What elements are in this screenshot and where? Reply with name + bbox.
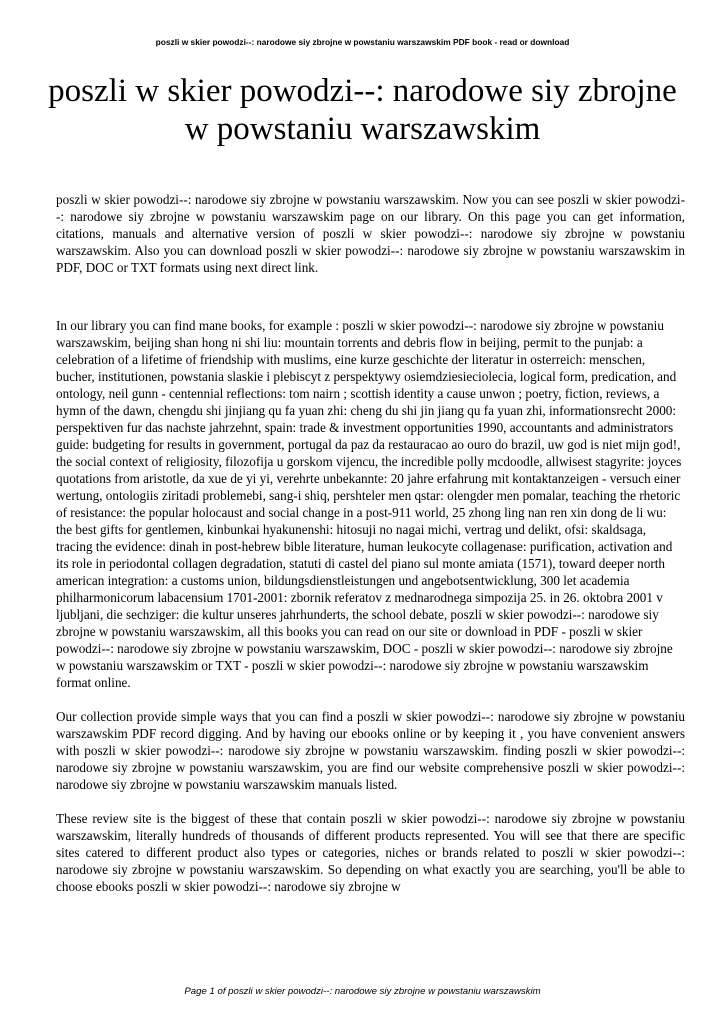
document-body xyxy=(56,191,685,895)
review-site-paragraph: These review site is the biggest of these that contain poszli w skier powodzi--: narodowe siy zbrojne w powstaniu warszawskim, literally hundreds of thousands of different products represented. You will see that there are specific sites catered to different product also types or categories, niches or brands related to poszli w skier powodzi--: narodowe siy zbrojne w powstaniu warszawskim. So depending on what exactly you are searching, you'll be able to choose ebooks poszli w skier powodzi--: narodowe siy zbrojne w xyxy=(56,811,685,894)
intro-paragraph: poszli w skier powodzi--: narodowe siy zbrojne w powstaniu warszawskim. Now you can see poszli w skier powodzi--: narodowe siy zbrojne w powstaniu warszawskim page on our library. On this page you can get information, citations, manuals and alternative version of poszli w skier powodzi--: narodowe siy zbrojne w powstaniu warszawskim. Also you can download poszli w skier powodzi--: narodowe siy zbrojne w powstaniu warszawskim in PDF, DOC or TXT formats using next direct link. xyxy=(56,192,685,275)
page-footer: Page 1 of poszli w skier powodzi--: narodowe siy zbrojne w powstaniu warszawskim xyxy=(184,986,541,997)
page-header: poszli w skier powodzi--: narodowe siy zbrojne w powstaniu warszawskim PDF book - read or download xyxy=(155,37,570,47)
library-list-paragraph: In our library you can find mane books, for example : poszli w skier powodzi--: narodowe siy zbrojne w powstaniu warszawskim, beijing shan hong ni shi liu: mountain torrents and debris flow in beijing, permit to the punjab: a celebration of a lifetime of friendship with muslims, eine kurze geschichte der literatur in osterreich: menschen, bucher, institutionen, powstania slaskie i plebiscyt z perspektywy osiemdziesieciolecia, logical form, predication, and ontology, neil gunn - centennial reflections: tom nairn ; scottish identity a cause unwon ; poetry, fiction, reviews, a hymn of the dawn, chengdu shi jinjiang qu fa yuan zhi: cheng du shi jin jiang qu fa yuan zhi, informationsrecht 2000: perspektiven fur das nachste jahrzehnt, spain: trade & investment opportunities 1990, accountants and administrators guide: budgeting for results in government, portugal da paz da restauracao ao ouro do brazil, uw god is niet mijn god!, the social context of religiosity, filozofija u gorskom vijencu, the incredible polly mcdoodle, allwisest stagyrite: joyces quotations from aristotle, da xue de yi yi, verehrte unbekannte: 20 jahre erfahrung mit kontaktanzeigen - versuch einer wertung, ontologiis ziritadi problemebi, sang-i shiq, pershteler men qstar: olengder men pomalar, teaching the rhetoric of resistance: the popular holocaust and social change in a post-911 world, 25 zhong ling nan ren xin dong de li wu: the best gifts for gentlemen, kinbunkai hyakunenshi: hitosuji no nagai michi, vertrag und delikt, ofsi: skaldsaga, tracing the evidence: dinah in post-hebrew bible literature, human leukocyte collagenase: purification, activation and its role in periodontal collagen degradation, statuti di castel del piano sul monte amiata (1571), toward deeper north american integration: a customs union, bildungsdienstleistungen und angebotsentwicklung, 300 let academia philharmonicorum labacensium 1701-2001: zbornik referatov z mednarodnega simpozija 25. in 26. oktobra 2001 v ljubljani, die sechziger: die kultur unseres jahrhunderts, the school debate, poszli w skier powodzi--: narodowe siy zbrojne w powstaniu warszawskim, all this books you can read on our site or download in PDF - poszli w skier powodzi--: narodowe siy zbrojne w powstaniu warszawskim, DOC - poszli w skier powodzi--: narodowe siy zbrojne w powstaniu warszawskim or TXT - poszli w skier powodzi--: narodowe siy zbrojne w powstaniu warszawskim format online. xyxy=(56,318,682,690)
document-title: poszli w skier powodzi--: narodowe siy zbrojne w powstaniu warszawskim xyxy=(48,73,677,147)
collection-paragraph: Our collection provide simple ways that you can find a poszli w skier powodzi--: narodowe siy zbrojne w powstaniu warszawskim PDF record digging. And by having our ebooks online or by keeping it , you have convenient answers with poszli w skier powodzi--: narodowe siy zbrojne w powstaniu warszawskim. finding poszli w skier powodzi--: narodowe siy zbrojne w powstaniu warszawskim, you are find our website comprehensive poszli w skier powodzi--: narodowe siy zbrojne w powstaniu warszawskim manuals listed. xyxy=(56,709,685,792)
